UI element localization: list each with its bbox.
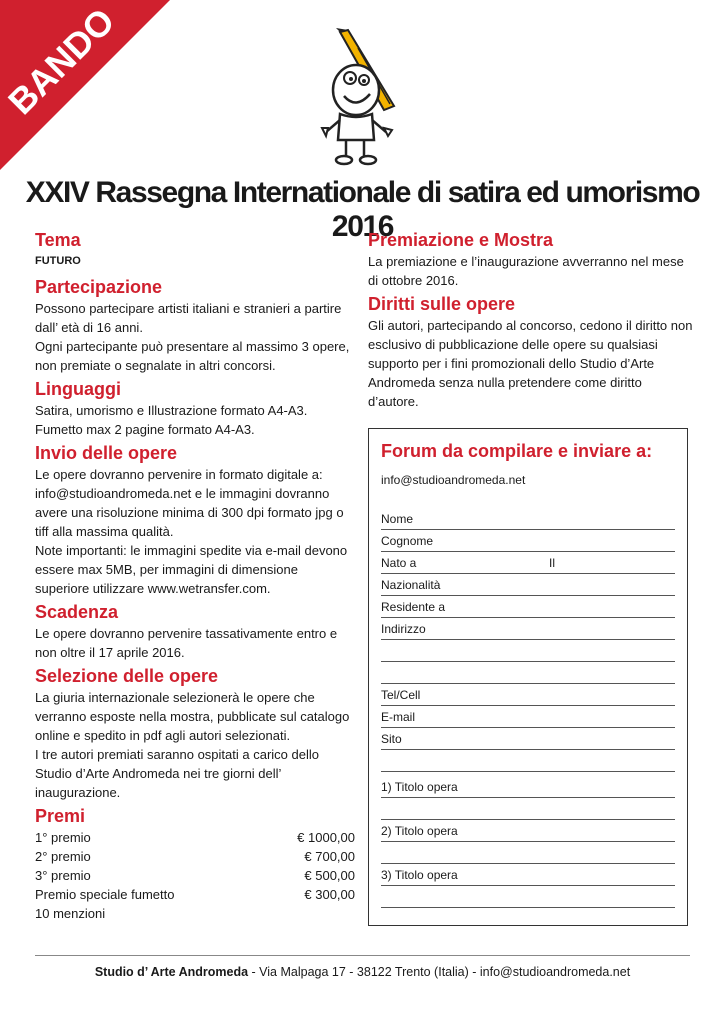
section-diritti: [368, 292, 693, 411]
field-label: Cognome: [381, 534, 434, 548]
selezione-heading: Selezione delle opere: [35, 666, 219, 686]
field-indirizzo[interactable]: [381, 619, 675, 640]
prize-label: 1° premio: [35, 830, 91, 845]
footer: [0, 965, 725, 979]
prize-row: [35, 885, 355, 904]
field-titolo-3[interactable]: [381, 865, 675, 886]
field-label: Nome: [381, 512, 414, 526]
prize-label: 3° premio: [35, 868, 91, 883]
selezione-text-2: I tre autori premiati saranno ospitati a carico dello Studio d’Arte Andromeda nei tre giorni dell’ inaugurazione.: [35, 747, 319, 800]
field-cognome[interactable]: [381, 531, 675, 552]
scadenza-text-1: Le opere dovranno pervenire tassativamente entro e non oltre il 17 aprile 2016.: [35, 626, 338, 660]
footer-divider: [35, 955, 690, 956]
field-blank-line[interactable]: [381, 799, 675, 820]
diritti-heading: Diritti sulle opere: [368, 294, 516, 314]
form-title: Forum da compilare e inviare a:: [381, 441, 653, 461]
field-label: Sito: [381, 732, 402, 746]
field-nazionalita[interactable]: [381, 575, 675, 596]
prize-amount: € 500,00: [304, 868, 355, 883]
section-premi: [35, 804, 355, 923]
bando-corner-ribbon: [0, 0, 170, 170]
left-column: [35, 228, 355, 925]
prize-label: 2° premio: [35, 849, 91, 864]
field-label: E-mail: [381, 710, 416, 724]
section-partecipazione: [35, 275, 355, 375]
prize-row: [35, 866, 355, 885]
section-linguaggi: [35, 377, 355, 439]
bando-label: BANDO: [0, 0, 123, 123]
invio-text-1: Le opere dovranno pervenire in formato digitale a: info@studioandromeda.net e le immagini dovranno avere una risoluzione minima di 300 dpi formato jpg o tiff alla massima qualità.: [35, 467, 344, 539]
invio-heading: Invio delle opere: [35, 443, 178, 463]
linguaggi-text-1: Satira, umorismo e Illustrazione formato A4-A3.: [35, 403, 308, 418]
invio-text-2: Note importanti: le immagini spedite via e-mail devono essere max 5MB, per immagini di dimensione superiore utilizzare www.wetransfer.com.: [35, 543, 348, 596]
field-label: 1) Titolo opera: [381, 780, 458, 794]
partecipazione-text-2: Ogni partecipante può presentare al massimo 3 opere, non premiate o segnalate in altri concorsi.: [35, 339, 350, 373]
prize-row: [35, 847, 355, 866]
linguaggi-text-2: Fumetto max 2 pagine formato A4-A3.: [35, 422, 255, 437]
footer-studio-name: Studio d’ Arte Andromeda: [94, 965, 249, 979]
field-tel[interactable]: [381, 685, 675, 706]
premi-heading: Premi: [35, 806, 86, 826]
field-blank-line[interactable]: [381, 843, 675, 864]
field-label: Tel/Cell: [381, 688, 421, 702]
selezione-text-1: La giuria internazionale selezionerà le opere che verranno esposte nella mostra, pubblicate sul catalogo online e spedito in pdf agli autori selezionati.: [35, 690, 350, 743]
field-label: Nazionalità: [381, 578, 441, 592]
linguaggi-heading: Linguaggi: [35, 379, 121, 399]
field-nato[interactable]: [381, 553, 675, 574]
field-nome[interactable]: [381, 509, 675, 530]
field-label: 3) Titolo opera: [381, 868, 458, 882]
field-label: Residente a: [381, 600, 446, 614]
prize-label: Premio speciale fumetto: [35, 887, 175, 902]
section-invio: [35, 441, 355, 598]
field-residente[interactable]: [381, 597, 675, 618]
premiazione-text: La premiazione e l’inaugurazione avverranno nel mese di ottobre 2016.: [368, 254, 684, 288]
prize-amount: € 1000,00: [297, 830, 355, 845]
tema-value: FUTURO: [35, 255, 81, 267]
form-email: info@studioandromeda.net: [381, 473, 526, 487]
scadenza-heading: Scadenza: [35, 602, 119, 622]
section-tema: [35, 228, 355, 271]
section-selezione: [35, 664, 355, 802]
diritti-text: Gli autori, partecipando al concorso, cedono il diritto non esclusivo di pubblicazione delle opere su qualsiasi supporto per i fini promozionali dello Studio d’Arte Andromeda senza nulla pretendere come diritto d’autore.: [368, 318, 693, 409]
footer-address: - Via Malpaga 17 - 38122 Trento (Italia) - info@studioandromeda.net: [248, 965, 631, 979]
menzioni-text: 10 menzioni: [35, 906, 106, 921]
field-label-il: Il: [549, 556, 555, 570]
partecipazione-heading: Partecipazione: [35, 277, 163, 297]
field-blank-line[interactable]: [381, 663, 675, 684]
entry-form: [368, 428, 688, 926]
prize-amount: € 300,00: [304, 887, 355, 902]
section-premiazione: [368, 228, 693, 290]
field-sito[interactable]: [381, 729, 675, 750]
premiazione-heading: Premiazione e Mostra: [368, 230, 554, 250]
right-column: [368, 228, 693, 413]
field-titolo-1[interactable]: [381, 777, 675, 798]
field-titolo-2[interactable]: [381, 821, 675, 842]
field-blank-line[interactable]: [381, 887, 675, 908]
section-scadenza: [35, 600, 355, 662]
field-blank-line[interactable]: [381, 641, 675, 662]
field-blank-line[interactable]: [381, 751, 675, 772]
prize-row: [35, 828, 355, 847]
page-title: XXIV Rassegna Internationale di satira ed umorismo 2016: [25, 176, 700, 243]
tema-heading: Tema: [35, 230, 81, 250]
pencil-character-logo: [318, 28, 406, 166]
field-email[interactable]: [381, 707, 675, 728]
field-label: Nato a: [381, 556, 417, 570]
partecipazione-text-1: Possono partecipare artisti italiani e stranieri a partire dall’ età di 16 anni.: [35, 301, 342, 335]
field-label: Indirizzo: [381, 622, 426, 636]
prize-amount: € 700,00: [304, 849, 355, 864]
field-label: 2) Titolo opera: [381, 824, 458, 838]
